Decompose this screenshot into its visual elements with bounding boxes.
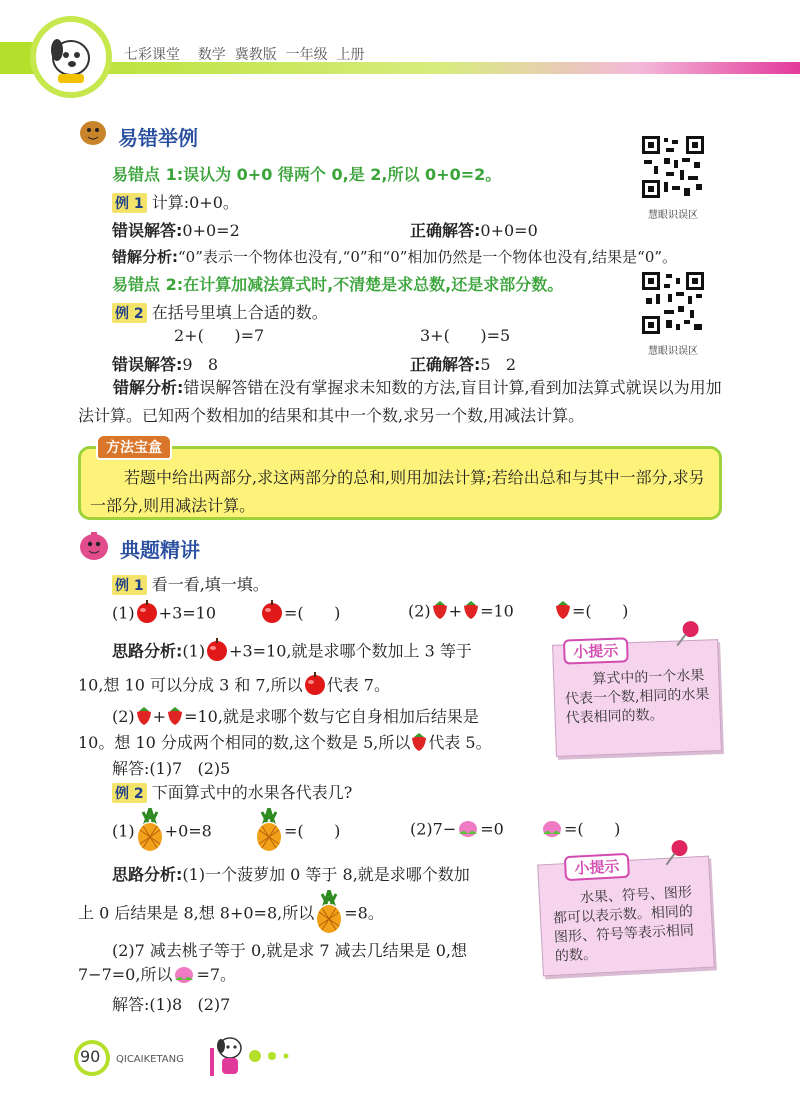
analysis-text: 10。想 10 分成两个相同的数,这个数是 5,所以 — [78, 733, 411, 752]
typical-analysis-4b — [78, 962, 236, 988]
footer-mascot-icon — [206, 1034, 246, 1084]
error-example-1 — [112, 190, 239, 213]
example-2-equation-2: 3+( )=5 — [420, 326, 511, 345]
ex2-q2-equation: =0 — [480, 819, 504, 839]
wrong-answer-value: 0+0=2 — [182, 221, 240, 240]
analysis-text: 代表 7。 — [326, 675, 390, 695]
error-example-2-right — [410, 352, 516, 375]
errors-section-title: 易错举例 — [118, 126, 198, 150]
typical-analysis-2b — [78, 730, 492, 756]
pushpin-icon — [672, 619, 703, 654]
header-series: 七彩课堂 — [124, 47, 180, 63]
pineapple-icon — [254, 808, 284, 856]
wrong-answer-value: 9 8 — [182, 355, 219, 374]
analysis-text: +3=10,就是求哪个数加上 3 等于 — [229, 641, 472, 661]
typical-ex2-q2 — [410, 818, 504, 842]
typical-q2 — [408, 600, 514, 624]
analysis-text: 上 0 后结果是 8,想 8+0=8,所以 — [78, 903, 315, 923]
ex2-q2-blank: =( ) — [564, 819, 621, 839]
mascot-logo — [30, 16, 112, 98]
typical-analysis-3a — [112, 862, 470, 885]
typical-analysis-1a — [112, 638, 472, 666]
strawberry-icon — [410, 732, 428, 756]
ex2-q1-equation: +0=8 — [164, 821, 212, 841]
footer-dots — [248, 1048, 298, 1068]
typical-ex2-q2-blank — [540, 818, 620, 842]
example-text: 看一看,填一填。 — [151, 575, 269, 594]
analysis-text: (1) — [182, 641, 206, 661]
typical-analysis-1b — [78, 672, 390, 700]
errors-section-icon — [76, 118, 110, 148]
typical-example-1 — [112, 572, 269, 595]
error-point-2: 易错点 2:在计算加减法算式时,不清楚是求总数,还是求部分数。 — [112, 275, 564, 294]
typical-example-2 — [112, 780, 352, 803]
typical-analysis-4a: (2)7 减去桃子等于 0,就是求 7 减去几结果是 0,想 — [112, 941, 467, 960]
analysis-text: =10,就是求哪个数与它自身相加后结果是 — [184, 707, 479, 726]
peach-icon — [172, 964, 196, 988]
pineapple-icon — [135, 808, 165, 856]
apple-icon — [260, 600, 284, 628]
tip-note-2 — [537, 856, 715, 977]
q2-equation: =10 — [480, 601, 514, 621]
qr-caption-2: 慧眼识误区 — [648, 346, 698, 357]
analysis-text: + — [152, 707, 167, 726]
method-box-text: 若题中给出两部分,求这两部分的总和,则用加法计算;若给出总和与其中一部分,求另一部分,则用减法计算。 — [90, 468, 705, 515]
peach-icon — [456, 818, 480, 842]
analysis-text: 错误解答错在没有掌握求未知数的方法,盲目计算,看到加法算式就误以为用加法计算。已知两个数相加的结果和其中一个数,求另一个数,用减法计算。 — [78, 378, 722, 425]
tip-text: 算式中的一个水果代表一个数,相同的水果代表相同的数。 — [564, 667, 710, 727]
wrong-answer-label: 错误解答: — [112, 355, 183, 374]
wrong-answer-label: 错误解答: — [112, 221, 183, 240]
q2-plus: + — [448, 601, 463, 621]
ex2-q1-prefix: (1) — [112, 821, 135, 841]
q1-blank: =( ) — [284, 603, 341, 623]
qr-code-1[interactable] — [640, 134, 706, 200]
typical-answer-1: 解答:(1)7 (2)5 — [112, 759, 231, 778]
header-subject: 数学 — [197, 47, 226, 63]
header-breadcrumb — [124, 44, 365, 64]
apple-icon — [205, 638, 229, 666]
analysis-label: 错解分析: — [112, 248, 178, 266]
example-tag: 例 2 — [112, 303, 147, 323]
analysis-text: =8。 — [344, 903, 384, 923]
error-example-2 — [112, 300, 328, 323]
example-2-equation-1: 2+( )=7 — [174, 326, 265, 345]
header-grade: 一年级 — [285, 47, 328, 63]
footer-brand: QICAIKETANG — [116, 1054, 184, 1065]
tip-title: 小提示 — [564, 853, 630, 881]
analysis-label: 错解分析: — [113, 378, 184, 397]
qr-caption-1: 慧眼识误区 — [648, 210, 698, 221]
tip-title-wrap — [564, 853, 630, 881]
pushpin-icon — [661, 837, 693, 873]
example-text: 计算:0+0。 — [151, 193, 239, 212]
typical-section-title: 典题精讲 — [120, 538, 200, 562]
analysis-text: 7−7=0,所以 — [78, 965, 173, 984]
error-analysis-1 — [112, 246, 677, 267]
typical-answer-2: 解答:(1)8 (2)7 — [112, 995, 231, 1014]
header-bar — [0, 62, 800, 74]
typical-q1-blank — [260, 600, 340, 628]
tip-title: 小提示 — [563, 637, 629, 664]
strawberry-icon — [462, 600, 480, 624]
footer-page-number: 90 — [80, 1047, 101, 1066]
strawberry-icon — [166, 706, 184, 730]
tip-title-wrap — [563, 637, 629, 664]
example-tag: 例 1 — [112, 575, 147, 595]
strawberry-icon — [554, 600, 572, 624]
example-text: 在括号里填上合适的数。 — [151, 303, 328, 322]
right-answer-value: 0+0=0 — [480, 221, 538, 240]
analysis-text: (2) — [112, 707, 135, 726]
example-text: 下面算式中的水果各代表几? — [151, 783, 353, 802]
example-tag: 例 2 — [112, 783, 147, 803]
q1-equation: +3=10 — [158, 603, 217, 623]
typical-analysis-3b — [78, 890, 384, 938]
q2-prefix: (2) — [408, 601, 431, 621]
analysis-text: =7。 — [196, 965, 237, 984]
right-answer-value: 5 2 — [480, 355, 517, 374]
error-example-2-wrong — [112, 352, 218, 375]
error-point-1: 易错点 1:误认为 0+0 得两个 0,是 2,所以 0+0=2。 — [112, 165, 502, 184]
typical-section-icon — [76, 530, 112, 562]
apple-icon — [135, 600, 159, 628]
analysis-label: 思路分析: — [112, 641, 183, 661]
ex2-q2-prefix: (2)7− — [410, 819, 457, 839]
q2-blank: =( ) — [572, 601, 629, 621]
tip-note-1 — [552, 639, 722, 757]
typical-q2-blank — [554, 600, 628, 624]
analysis-text: “0”表示一个物体也没有,“0”和“0”相加仍然是一个物体也没有,结果是“0”。 — [178, 248, 678, 266]
ex2-q1-blank: =( ) — [284, 821, 341, 841]
error-example-1-wrong — [112, 218, 240, 241]
analysis-label: 思路分析: — [112, 865, 183, 884]
tip-text: 水果、符号、图形都可以表示数。相同的图形、符号等表示相同的数。 — [552, 884, 695, 965]
typical-ex2-q1 — [112, 808, 212, 856]
analysis-text: 代表 5。 — [428, 733, 492, 752]
qr-code-2[interactable] — [640, 270, 706, 336]
strawberry-icon — [431, 600, 449, 624]
typical-q1 — [112, 600, 216, 628]
analysis-text: 10,想 10 可以分成 3 和 7,所以 — [78, 675, 303, 695]
right-answer-label: 正确解答: — [410, 355, 481, 374]
pineapple-icon — [314, 890, 344, 938]
analysis-text: (1)一个菠萝加 0 等于 8,就是求哪个数加 — [182, 865, 470, 884]
method-box-title: 方法宝盒 — [96, 434, 172, 460]
error-analysis-2 — [78, 374, 728, 430]
error-example-1-right — [410, 218, 538, 241]
header-volume: 上册 — [336, 47, 365, 63]
peach-icon — [540, 818, 564, 842]
typical-ex2-q1-blank — [254, 808, 340, 856]
example-tag: 例 1 — [112, 193, 147, 213]
strawberry-icon — [135, 706, 153, 730]
q1-prefix: (1) — [112, 603, 135, 623]
right-answer-label: 正确解答: — [410, 221, 481, 240]
header-edition: 冀教版 — [234, 47, 277, 63]
apple-icon — [303, 672, 327, 700]
typical-analysis-2a — [112, 704, 479, 730]
